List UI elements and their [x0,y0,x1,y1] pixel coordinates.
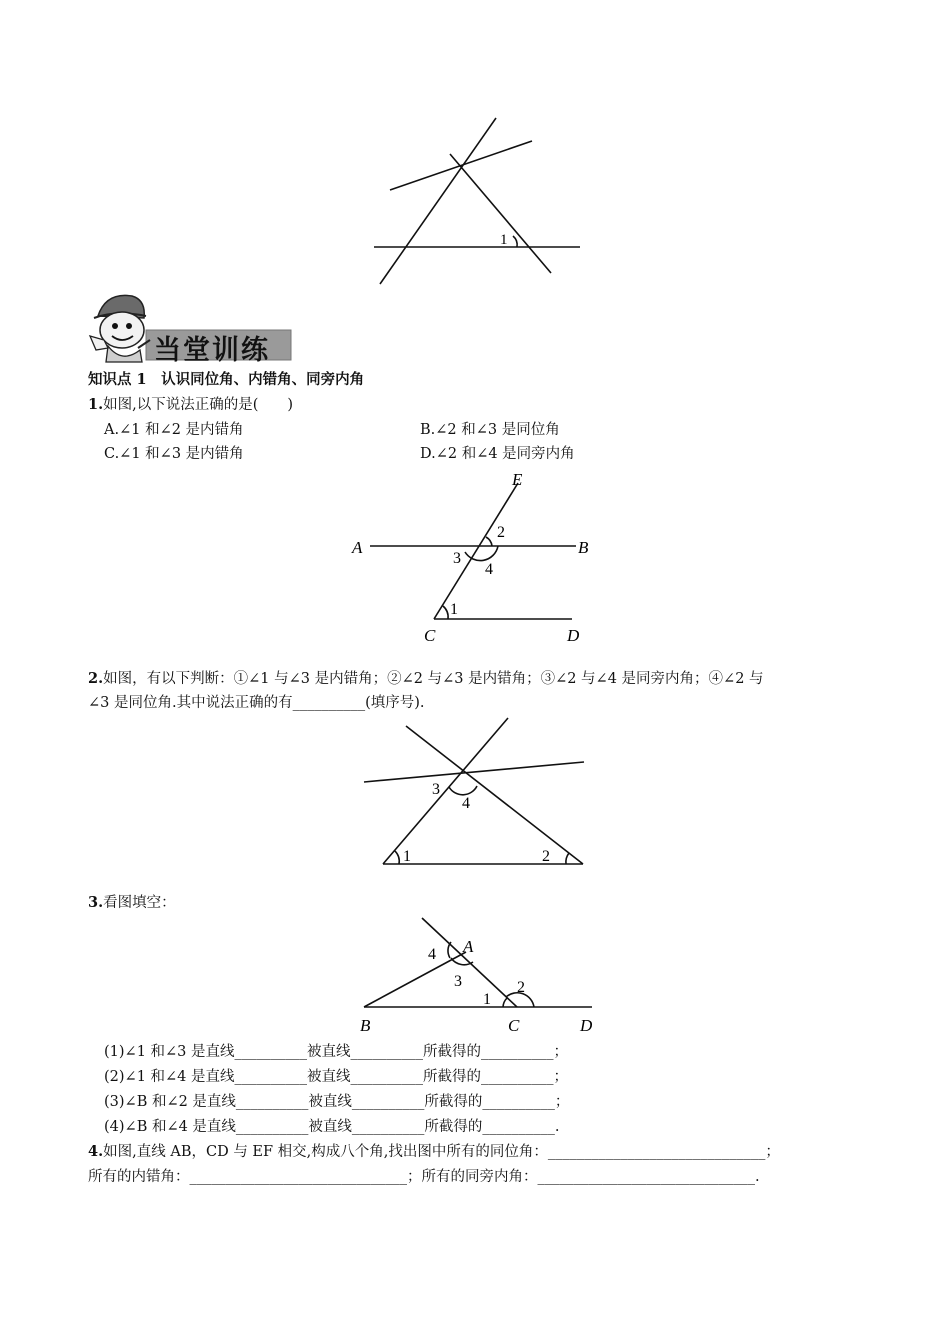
question-3-item-2: (2)∠1 和∠4 是直线__________被直线__________所截得的__________； [104,1069,569,1085]
fig0-line-down [450,154,551,273]
question-2-number: 2. [88,670,104,687]
practice-banner [86,290,296,365]
question-1-text: 如图,以下说法正确的是( ) [103,397,294,413]
question-1-option-c: C.∠1 和∠3 是内错角 [104,446,244,462]
fig3-angle-3-label: 3 [454,973,462,990]
fig1-label-b: B [578,538,589,557]
question-3-text: 看图填空： [103,895,176,911]
question-1-stem [88,395,293,415]
fig1-angle-3-label: 3 [453,550,461,567]
question-4-line-2: 所有的内错角：______________________________；所有的同旁内角：______________________________. [88,1169,760,1185]
fig2-angle-3-label: 3 [432,781,440,798]
fig2-angle-4-arc [449,786,477,795]
question-1-option-b: B.∠2 和∠3 是同位角 [420,422,560,438]
fig3-line-ba [364,952,466,1007]
question-1-number: 1. [88,396,104,413]
figure-1 [340,465,610,650]
figure-2 [350,712,600,874]
question-3-item-4: (4)∠B 和∠4 是直线__________被直线__________所截得的__________. [104,1119,560,1135]
fig3-line-ac [422,918,517,1007]
fig1-label-d: D [567,626,580,645]
fig1-label-e: E [512,470,523,489]
question-4-number: 4. [88,1143,104,1160]
question-4-text: 如图,直线 AB，CD 与 EF 相交,构成八个角,找出图中所有的同位角：______________________________； [103,1144,780,1160]
figure-3 [350,912,610,1037]
fig0-angle-1-label: 1 [500,232,508,248]
fig1-angle-2-label: 2 [497,524,505,541]
fig3-angle-1-arc [503,998,507,1007]
fig0-line-shallow [390,141,532,190]
fig0-angle-1-arc [513,236,517,247]
fig1-label-a: A [352,538,363,557]
question-3-stem [88,893,176,913]
fig1-angle-4-label: 4 [485,561,493,578]
fig3-label-c: C [508,1016,520,1035]
question-2-line-1 [88,669,764,689]
question-3-number: 3. [88,894,104,911]
fig3-label-d: D [580,1016,593,1035]
fig3-angle-2-label: 2 [517,979,525,996]
fig3-label-a: A [463,937,474,956]
fig1-angle-4-arc [465,546,498,561]
fig0-line-steep [380,118,496,284]
fig1-angle-1-arc [443,606,448,619]
question-4-line-1 [88,1142,780,1162]
question-2-text: 如图，有以下判断：①∠1 与∠3 是内错角；②∠2 与∠3 是内错角；③∠2 与∠4 是同旁内角；④∠2 与 [103,671,764,687]
fig3-angle-4-label: 4 [428,946,436,963]
fig1-label-c: C [424,626,436,645]
question-2-line-2: ∠3 是同位角.其中说法正确的有__________(填序号). [88,695,425,711]
fig2-angle-1-arc [395,851,399,864]
fig3-angle-1-label: 1 [483,991,491,1008]
fig2-angle-2-label: 2 [542,848,550,865]
question-1-option-d: D.∠2 和∠4 是同旁内角 [420,446,575,462]
top-figure [360,110,600,295]
banner-title: 当堂训练 [154,335,270,366]
fig1-angle-1-label: 1 [450,601,458,618]
fig2-angle-2-arc [566,853,569,864]
fig1-line-ce [434,483,518,619]
question-3-item-3: (3)∠B 和∠2 是直线__________被直线__________所截得的__________； [104,1094,570,1110]
fig2-angle-1-label: 1 [403,848,411,865]
fig3-label-b: B [360,1016,371,1035]
question-1-option-a: A.∠1 和∠2 是内错角 [104,422,244,438]
fig2-angle-4-label: 4 [462,795,470,812]
section-heading: 知识点 1 认识同位角、内错角、同旁内角 [88,371,365,388]
fig1-angle-2-arc [486,537,492,546]
question-3-item-1: (1)∠1 和∠3 是直线__________被直线__________所截得的__________； [104,1044,569,1060]
